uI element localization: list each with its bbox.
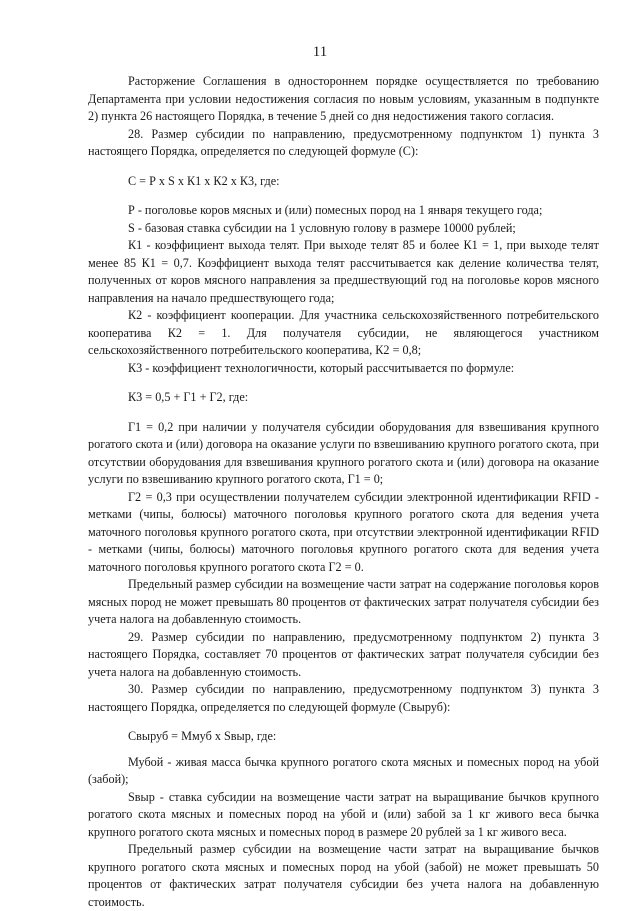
document-body [88,73,599,911]
paragraph-30: 30. Размер субсидии по направлению, предусмотренному подпунктом 3) пункта 3 настоящего Порядка, определяется по следующей формуле (Свыруб): [88,682,599,714]
paragraph-29: 29. Размер субсидии по направлению, предусмотренному подпунктом 2) пункта 3 настоящего Порядка, составляет 70 процентов от фактических затрат получателя субсидии без учета налога на добавленную стоимость. [88,629,599,679]
paragraph-termination: Расторжение Соглашения в одностороннем порядке осуществляется по требованию Департамента при условии недостижения согласия по новым условиям, указанным в подпункте 2) пункта 26 настоящего Порядка, в течение 5 дней со дня недостижения такого согласия. [88,74,599,123]
formula-svyrub: Свыруб = Ммуб х Sвыр, где: [128,729,277,743]
formula-k3: К3 = 0,5 + Г1 + Г2, где: [128,390,249,404]
definition-svyr: Sвыр - ставка субсидии на возмещение части затрат на выращивание бычков крупного рогатого скота мясных и помесных пород на убой и (или) забой за 1 кг живого веса бычка крупного рогатого скота мясных и помесных пород в размере 20 рублей за 1 кг живого веса. [88,789,599,839]
definition-k2: К2 - коэффициент кооперации. Для участника сельскохозяйственного потребительского кооператива К2 = 1. Для получателя субсидии, не являющегося участником сельскохозяйственного потребительского кооператива, К2 = 0,8; [88,308,599,357]
definition-muboy: Мубой - живая масса бычка крупного рогатого скота мясных и помесных пород на убой (забой); [88,754,599,786]
formula-c: С = Р х S х К1 х К2 х К3, где: [128,173,280,188]
definition-s: S - базовая ставка субсидии на 1 условную голову в размере 10000 рублей; [128,220,516,235]
definition-k1: К1 - коэффициент выхода телят. При выходе телят 85 и более К1 = 1, при выходе телят менее 85 К1 = 0,7. Коэффициент выхода телят рассчитывается как деление количества телят, полученных от коров мясного направления за предшествующий год на поголовье коров мясного направления на начало предшествующего года; [88,238,599,305]
paragraph-limit-50: Предельный размер субсидии на возмещение части затрат на выращивание бычков крупного рогатого скота мясных и помесных пород на убой (забой) не может превышать 50 процентов от фактических затрат получателя субсидии без учета налога на добавленную стоимость. [88,842,599,909]
definition-g1: Г1 = 0,2 при наличии у получателя субсидии оборудования для взвешивания крупного рогатого скота и (или) договора на оказание услуги по взвешиванию крупного рогатого скота, при отсутствии оборудования для взвешивания крупного рогатого скота и (или) договора на оказание услуги по взвешиванию крупного рогатого скота, Г1 = 0; [88,419,599,486]
paragraph-28: 28. Размер субсидии по направлению, предусмотренному подпунктом 1) пункта 3 настоящего Порядка, определяется по следующей формуле (С): [88,126,599,158]
paragraph-limit-80: Предельный размер субсидии на возмещение части затрат на содержание поголовья коров мясных пород не может превышать 80 процентов от фактических затрат получателя субсидии без учета налога на добавленную стоимость. [88,577,599,626]
definition-g2: Г2 = 0,3 при осуществлении получателем субсидии электронной идентификации RFID - метками (чипы, болюсы) маточного поголовья крупного рогатого скота для ведения учета маточного поголовья крупного рогатого скота, при отсутствии электронной идентификации RFID - метками (чипы, болюсы) маточного поголовья крупного рогатого скота для ведения учета маточного поголовья крупного рогатого скота Г2 = 0. [88,489,599,574]
page-number: 11 [312,44,328,60]
definition-p: Р - поголовье коров мясных и (или) помесных пород на 1 января текущего года; [128,203,543,217]
definition-k3: К3 - коэффициент технологичности, который рассчитывается по формуле: [128,360,515,375]
